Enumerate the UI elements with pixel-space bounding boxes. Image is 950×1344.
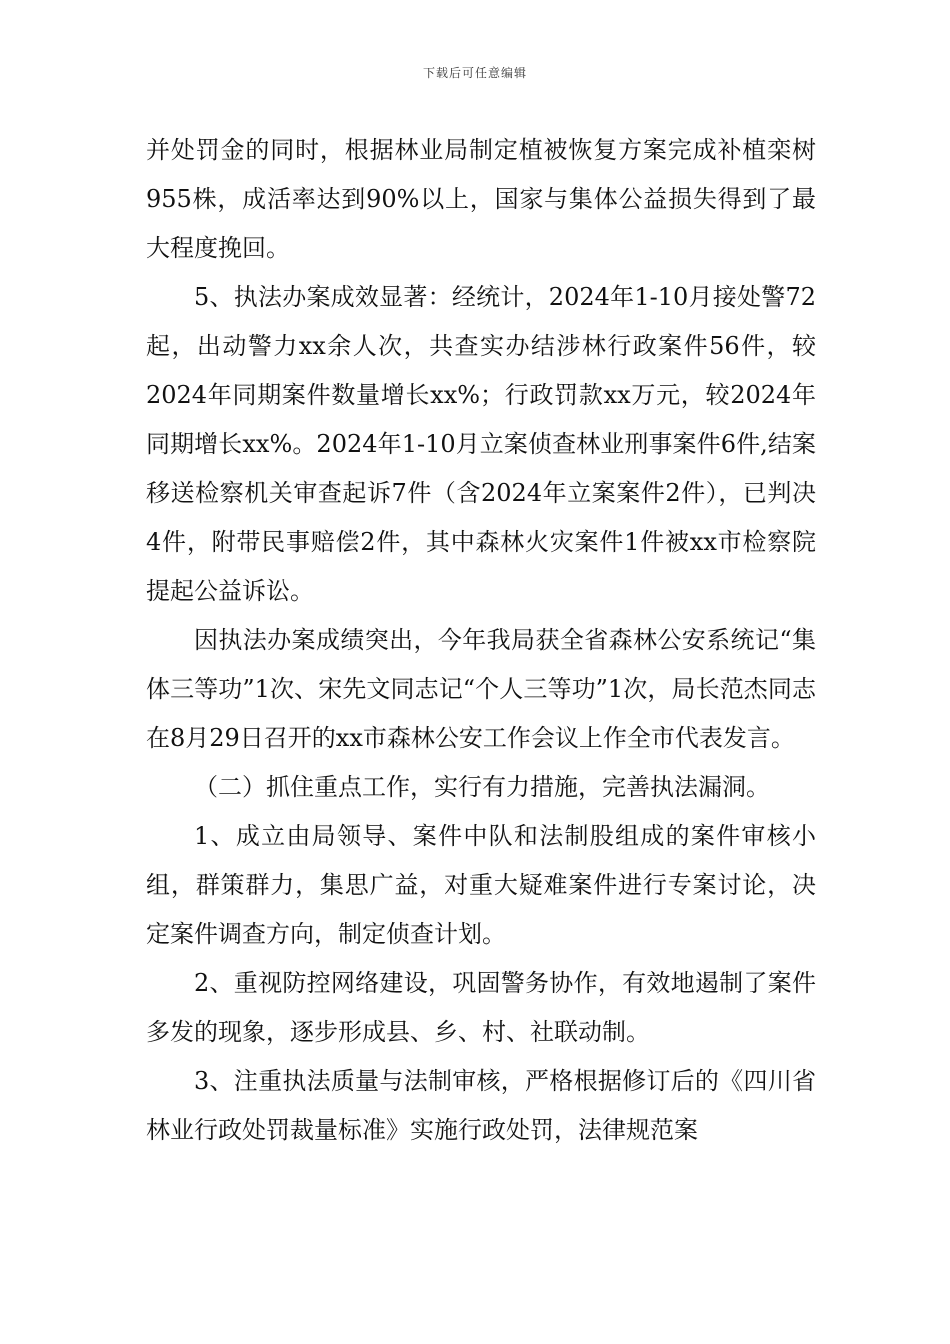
paragraph-item-1: 1、成立由局领导、案件中队和法制股组成的案件审核小组，群策群力，集思广益，对重大疑难案件进行专案讨论，决定案件调查方向，制定侦查计划。 <box>146 822 816 948</box>
paragraph-item-2: 2、重视防控网络建设，巩固警务协作，有效地遏制了案件多发的现象，逐步形成县、乡、村、社联动制。 <box>146 969 816 1046</box>
document-body <box>146 126 816 1155</box>
page-header-note: 下载后可任意编辑 <box>422 66 527 80</box>
paragraph-continuation: 并处罚金的同时，根据林业局制定植被恢复方案完成补植栾树955株，成活率达到90%以上，国家与集体公益损失得到了最大程度挽回。 <box>146 136 816 262</box>
paragraph-item-3: 3、注重执法质量与法制审核，严格根据修订后的《四川省林业行政处罚裁量标准》实施行政处罚，法律规范案 <box>146 1067 816 1144</box>
paragraph-item-5: 5、执法办案成效显著：经统计，2024年1-10月接处警72起，出动警力xx余人次，共查实办结涉林行政案件56件，较2024年同期案件数量增长xx%；行政罚款xx万元，较2024年同期增长xx%。2024年1-10月立案侦查林业刑事案件6件,结案移送检察机关审查起诉7件（含2024年立案案件2件），已判决4件，附带民事赔偿2件，其中森林火灾案件1件被xx市检察院提起公益诉讼。 <box>146 283 816 605</box>
section-heading-2: （二）抓住重点工作，实行有力措施，完善执法漏洞。 <box>194 773 770 801</box>
paragraph-honors: 因执法办案成绩突出，今年我局获全省森林公安系统记“集体三等功”1次、宋先文同志记“个人三等功”1次，局长范杰同志在8月29日召开的xx市森林公安工作会议上作全市代表发言。 <box>146 626 816 752</box>
